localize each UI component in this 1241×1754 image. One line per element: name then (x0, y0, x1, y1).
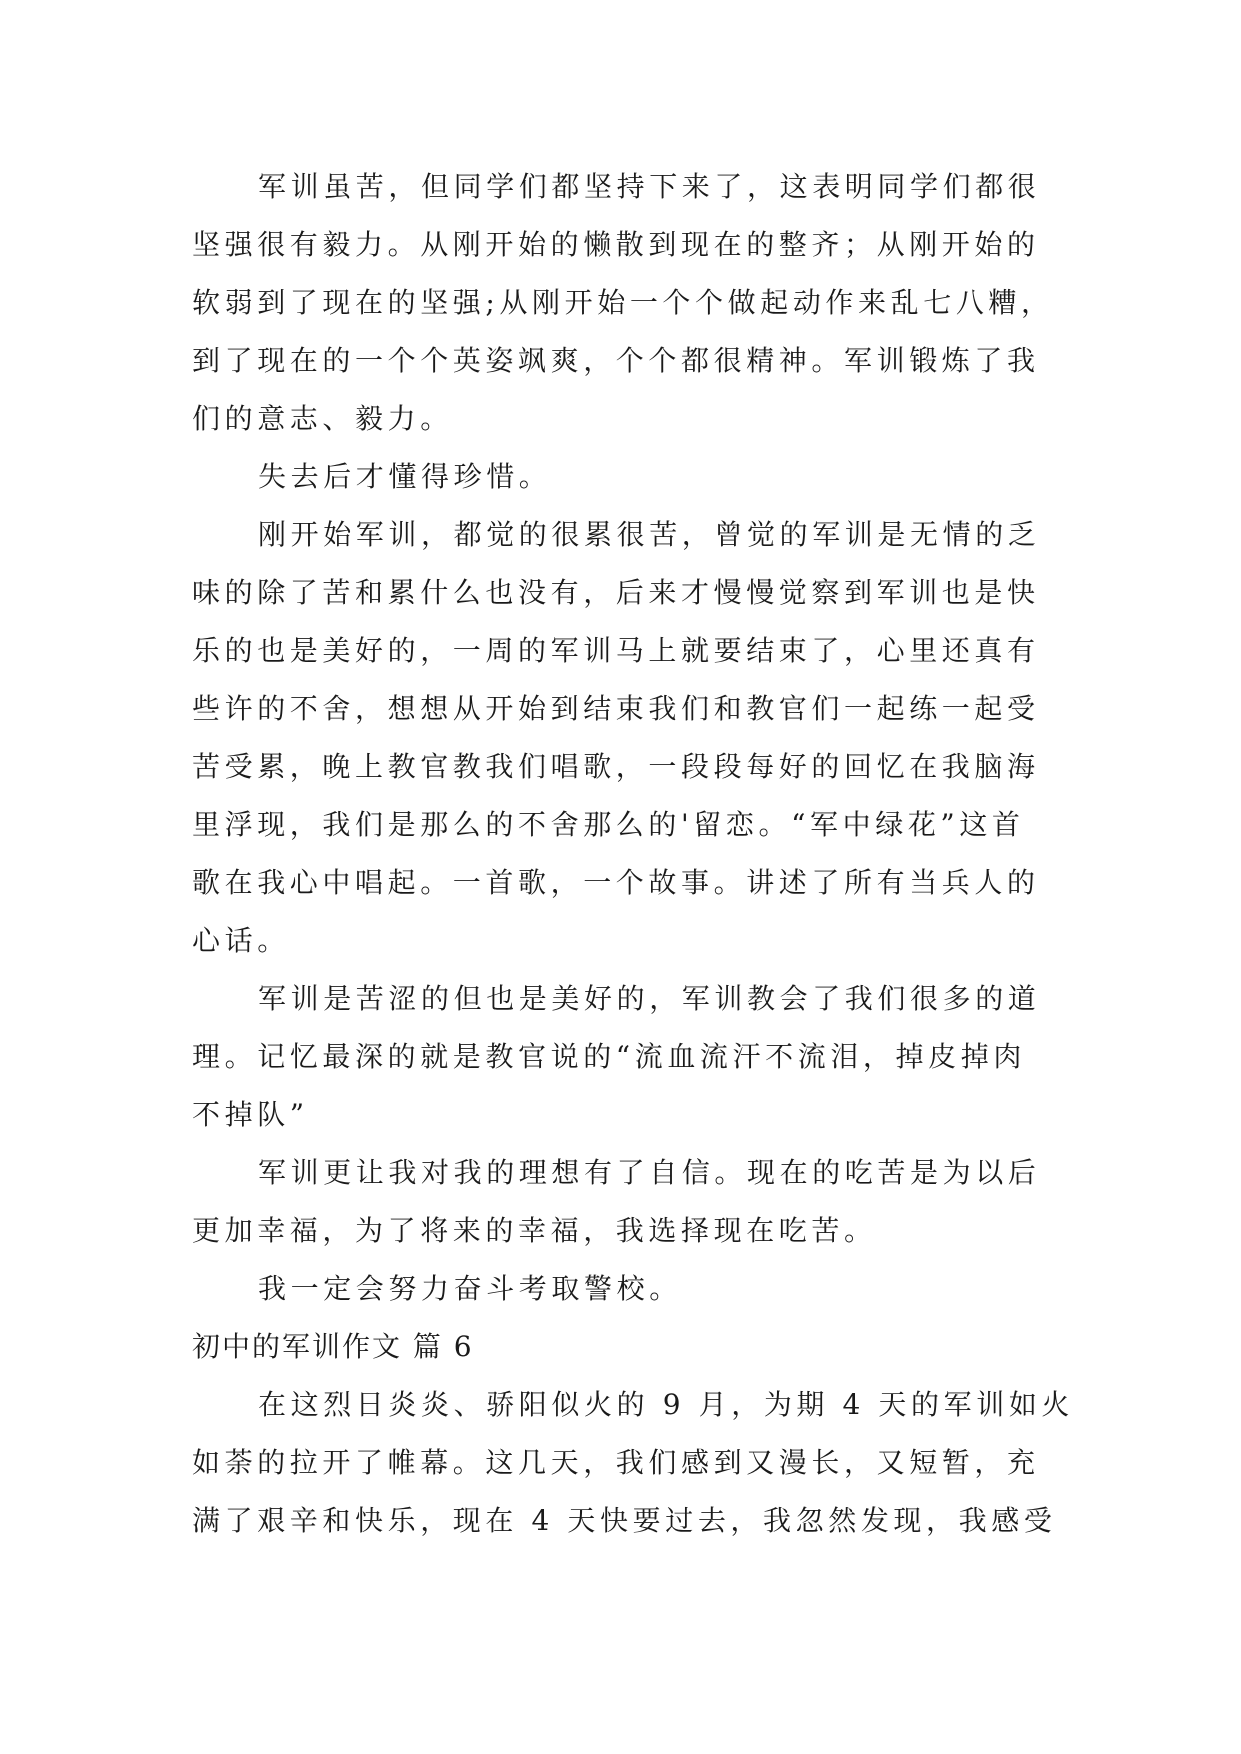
text-line: 在这烈日炎炎、骄阳似火的 9 月，为期 4 天的军训如火 (258, 1388, 1075, 1421)
text-line: 们的意志、毅力。 (192, 402, 453, 435)
text-line: 心话。 (192, 924, 290, 957)
section-heading: 初中的军训作文 篇 6 (192, 1330, 474, 1363)
text-line: 些许的不舍，想想从开始到结束我们和教官们一起练一起受 (192, 692, 1040, 725)
text-line: 满了艰辛和快乐，现在 4 天快要过去，我忽然发现，我感受 (192, 1504, 1057, 1537)
text-line: 乐的也是美好的，一周的军训马上就要结束了，心里还真有 (192, 634, 1040, 667)
text-line: 坚强很有毅力。从刚开始的懒散到现在的整齐；从刚开始的 (192, 228, 1040, 261)
text-line: 苦受累，晚上教官教我们唱歌，一段段每好的回忆在我脑海 (192, 750, 1040, 783)
document-body (192, 158, 1075, 1550)
text-line: 软弱到了现在的坚强;从刚开始一个个做起动作来乱七八糟， (192, 286, 1054, 319)
text-line: 刚开始军训，都觉的很累很苦，曾觉的军训是无情的乏 (258, 518, 1041, 551)
text-line: 如荼的拉开了帷幕。这几天，我们感到又漫长，又短暂，充 (192, 1446, 1040, 1479)
text-line: 不掉队” (192, 1098, 309, 1131)
text-line: 到了现在的一个个英姿飒爽，个个都很精神。军训锻炼了我 (192, 344, 1040, 377)
text-line: 军训是苦涩的但也是美好的，军训教会了我们很多的道 (258, 982, 1041, 1015)
text-line: 歌在我心中唱起。一首歌，一个故事。讲述了所有当兵人的 (192, 866, 1040, 899)
text-line: 味的除了苦和累什么也没有，后来才慢慢觉察到军训也是快 (192, 576, 1040, 609)
text-line: 军训更让我对我的理想有了自信。现在的吃苦是为以后 (258, 1156, 1041, 1189)
text-line: 我一定会努力奋斗考取警校。 (258, 1272, 682, 1305)
text-line: 里浮现，我们是那么的不舍那么的'留恋。“军中绿花”这首 (192, 808, 1025, 841)
text-line: 更加幸福，为了将来的幸福，我选择现在吃苦。 (192, 1214, 877, 1247)
text-line: 军训虽苦，但同学们都坚持下来了，这表明同学们都很 (258, 170, 1041, 203)
text-line: 失去后才懂得珍惜。 (258, 460, 552, 493)
text-line: 理。记忆最深的就是教官说的“流血流汗不流泪，掉皮掉肉 (192, 1040, 1026, 1073)
